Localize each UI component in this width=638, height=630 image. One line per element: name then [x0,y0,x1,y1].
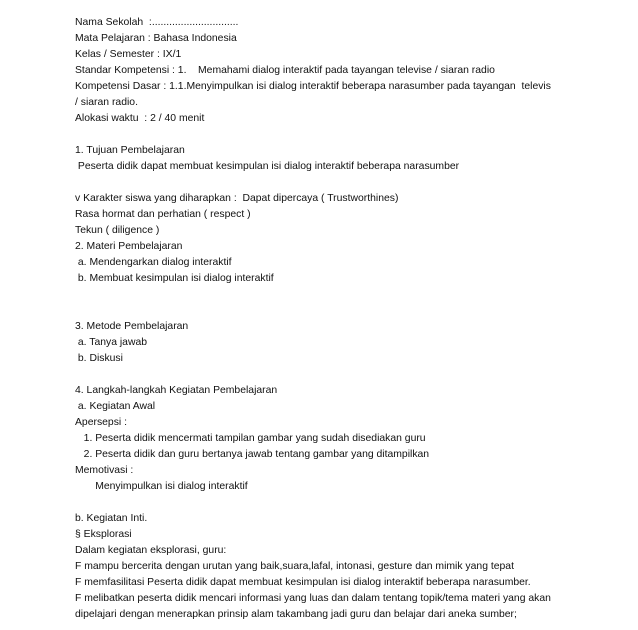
spacer [75,175,620,191]
section-4-title: 4. Langkah-langkah Kegiatan Pembelajaran [75,385,278,396]
section-1-body: Peserta didik dapat membuat kesimpulan isi dialog interaktif beberapa narasumber [75,161,460,172]
eksplorasi-item-3-cont: dipelajari dengan menerapkan prinsip alam takambang jadi guru dan belajar dari aneka sumber; [75,609,517,620]
apersepsi-label: Apersepsi : [75,417,127,428]
motivasi-item-1: Menyimpulkan isi dialog interaktif [75,481,248,492]
basic-competence-line-2: / siaran radio. [75,97,138,108]
character-line-3: Tekun ( diligence ) [75,225,160,236]
spacer [75,495,620,511]
spacer [75,367,620,383]
section-2-title: 2. Materi Pembelajaran [75,241,183,252]
school-name-line: Nama Sekolah :.............................. [75,17,239,28]
class-semester-line: Kelas / Semester : IX/1 [75,49,182,60]
eksplorasi-item-3: F melibatkan peserta didik mencari informasi yang luas dan dalam tentang topik/tema materi yang akan [75,593,551,604]
section-2-item-b: b. Membuat kesimpulan isi dialog interaktif [75,273,274,284]
section-3-title: 3. Metode Pembelajaran [75,321,189,332]
section-2-item-a: a. Mendengarkan dialog interaktif [75,257,232,268]
section-3-item-b: b. Diskusi [75,353,123,364]
eksplorasi-heading: § Eksplorasi [75,529,132,540]
motivasi-label: Memotivasi : [75,465,134,476]
section-3-item-a: a. Tanya jawab [75,337,148,348]
eksplorasi-item-2: F memfasilitasi Peserta didik dapat membuat kesimpulan isi dialog interaktif beberapa narasumber. [75,577,531,588]
apersepsi-item-1: 1. Peserta didik mencermati tampilan gambar yang sudah disediakan guru [75,433,426,444]
basic-competence-line: Kompetensi Dasar : 1.1.Menyimpulkan isi dialog interaktif beberapa narasumber pada tayangan televis [75,81,551,92]
spacer [75,127,620,143]
character-line-1: v Karakter siswa yang diharapkan : Dapat dipercaya ( Trustworthines) [75,193,399,204]
subject-line: Mata Pelajaran : Bahasa Indonesia [75,33,237,44]
eksplorasi-item-1: F mampu bercerita dengan urutan yang baik,suara,lafal, intonasi, gesture dan mimik yang tepat [75,561,514,572]
apersepsi-item-2: 2. Peserta didik dan guru bertanya jawab tentang gambar yang ditampilkan [75,449,430,460]
document-page [75,15,620,623]
standard-competence-line: Standar Kompetensi : 1. Memahami dialog interaktif pada tayangan televise / siaran radio [75,65,495,76]
section-1-title: 1. Tujuan Pembelajaran [75,145,185,156]
section-4-item-a: a. Kegiatan Awal [75,401,156,412]
spacer [75,287,620,319]
eksplorasi-intro: Dalam kegiatan eksplorasi, guru: [75,545,227,556]
time-allocation-line: Alokasi waktu : 2 / 40 menit [75,113,205,124]
section-b-title: b. Kegiatan Inti. [75,513,148,524]
character-line-2: Rasa hormat dan perhatian ( respect ) [75,209,251,220]
